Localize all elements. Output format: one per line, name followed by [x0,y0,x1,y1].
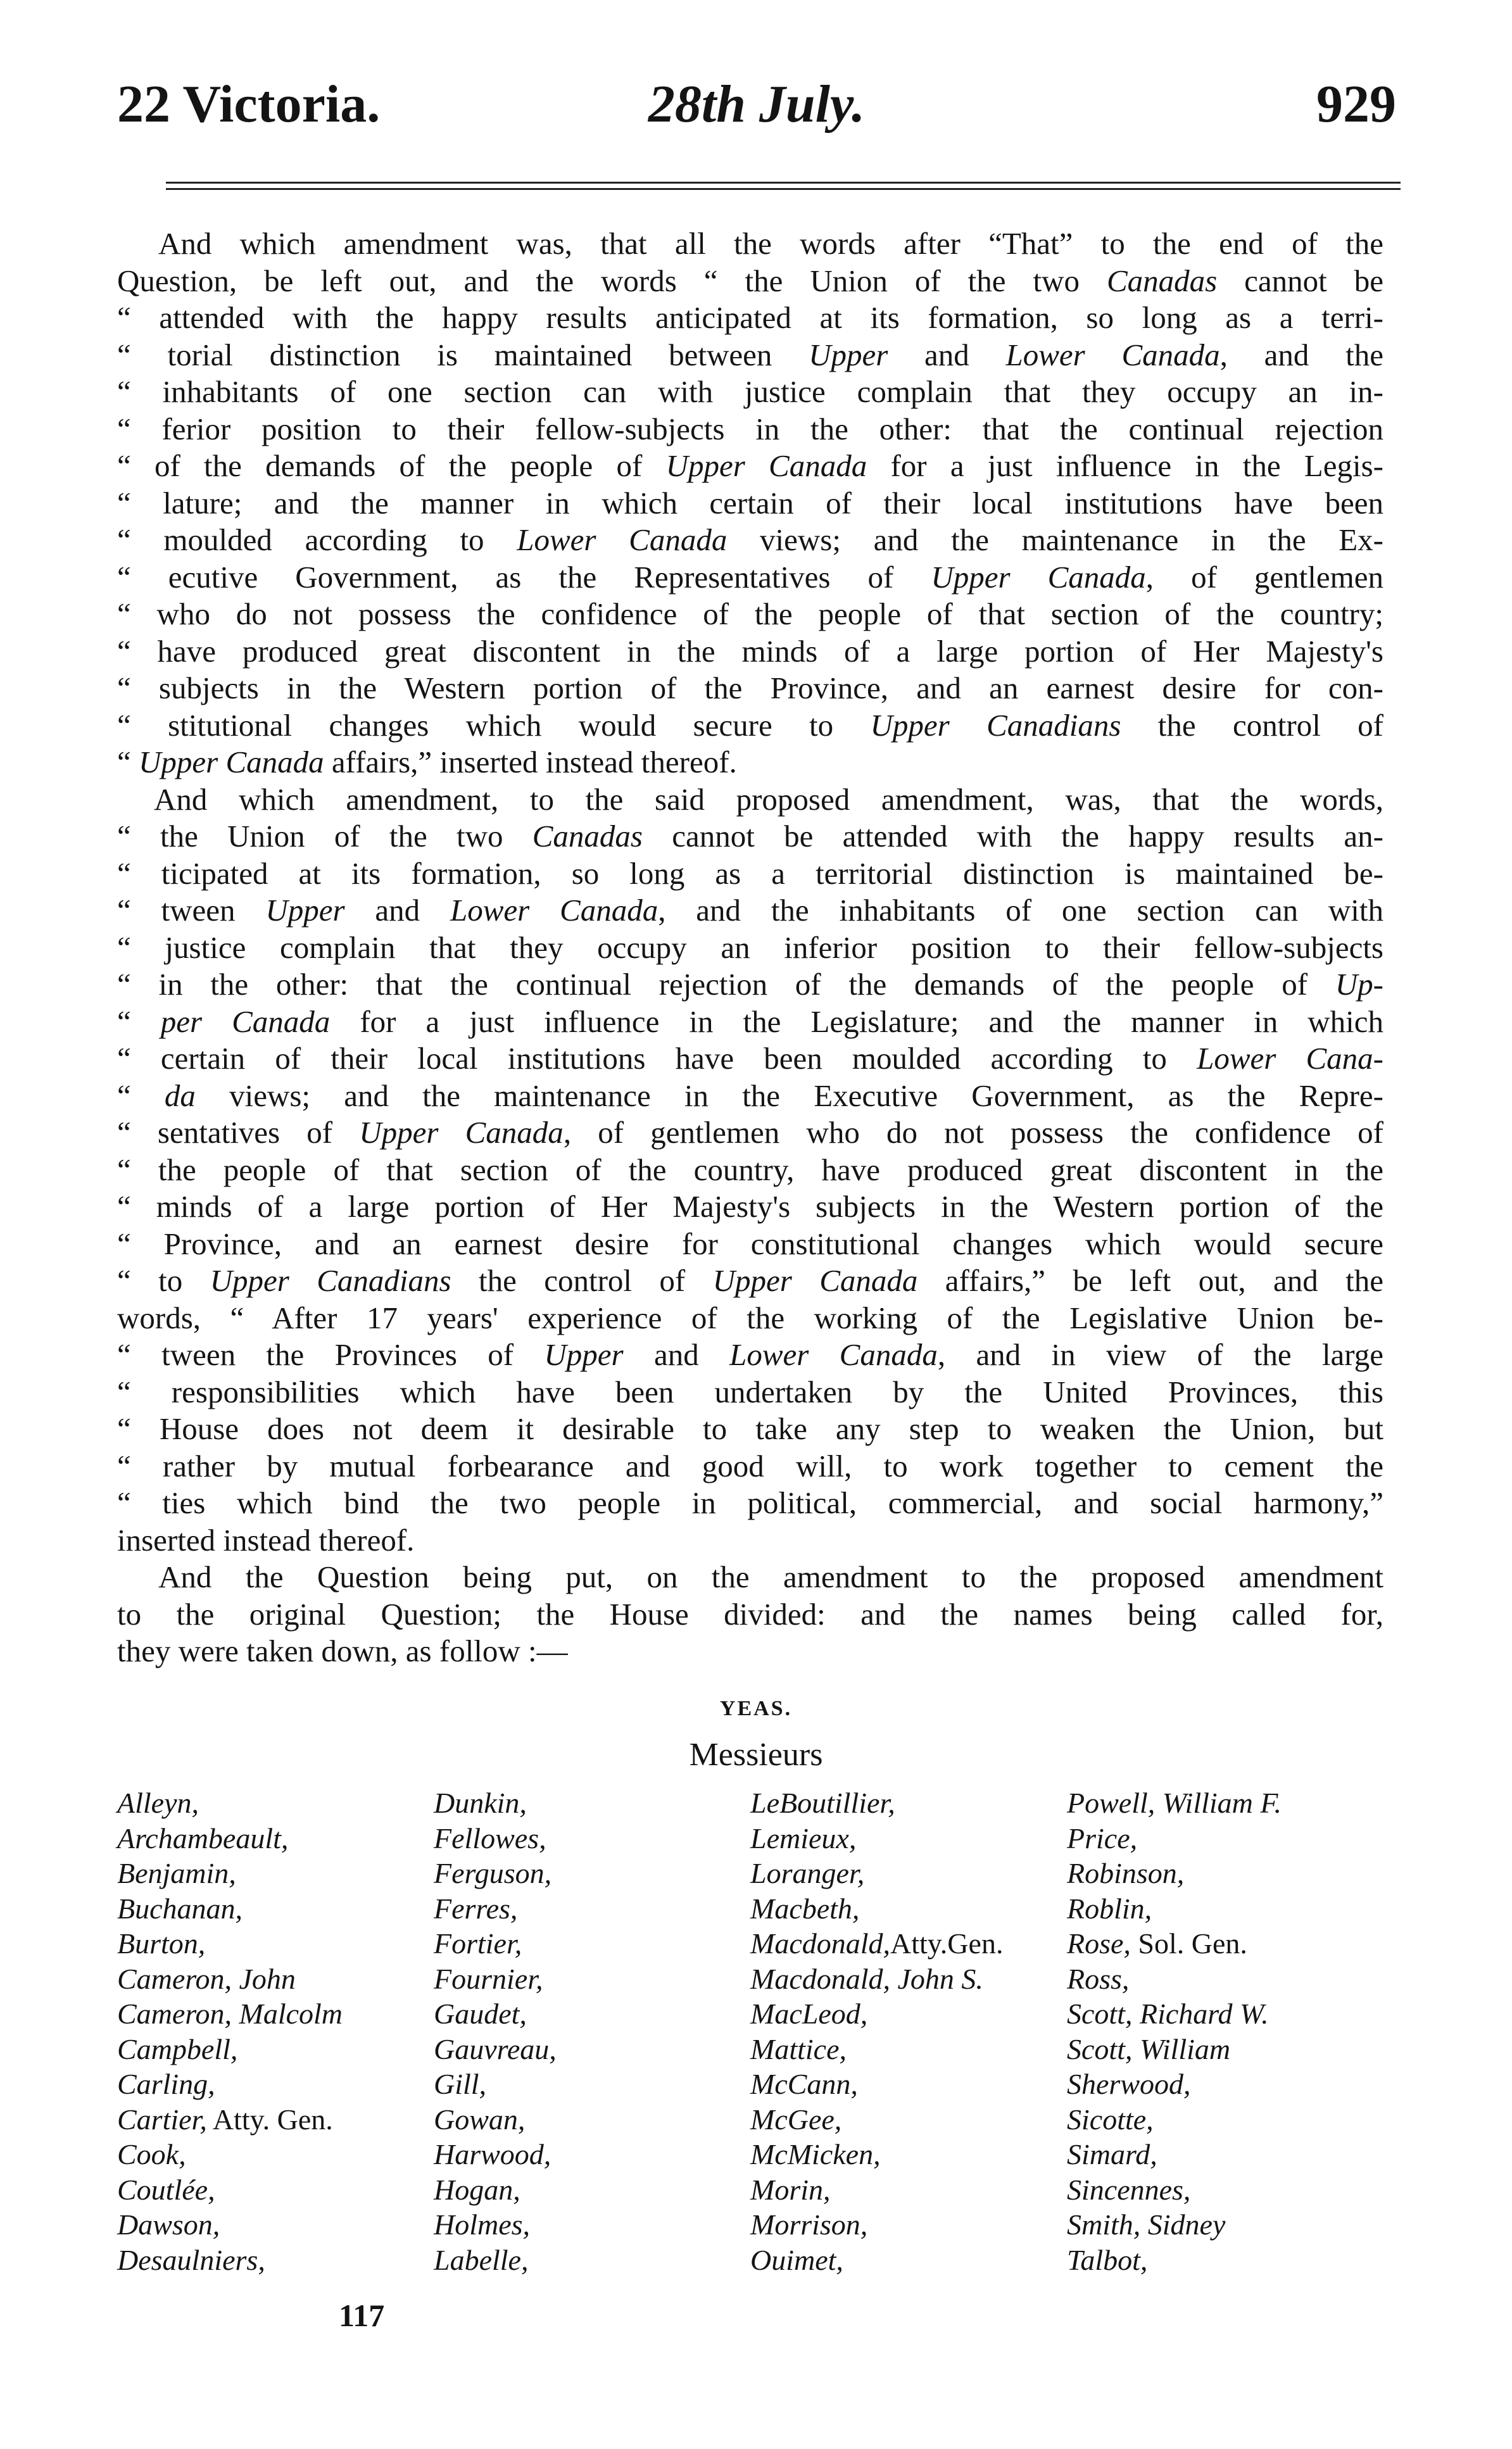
name-text: Roblin, [1067,1892,1152,1925]
name-text: Gaudet, [434,1998,527,2030]
italic-segment: Lower Canada [729,1337,938,1372]
member-name [1067,2243,1282,2278]
italic-segment: Lower Canada [517,522,728,557]
name-text: Sherwood, [1067,2068,1191,2100]
name-text: Burton, [117,1927,206,1960]
text-segment: inserted instead thereof. [117,1522,415,1558]
member-name [434,2067,557,2102]
name-text: Labelle, [434,2243,529,2276]
italic-segment: Upper [809,337,888,372]
member-name [1067,1961,1282,1997]
name-text: LeBoutillier, [750,1787,895,1819]
name-text: Sincennes, [1067,2173,1191,2206]
member-name [750,2243,1003,2278]
text-line [117,1004,1383,1041]
text-segment: “ moulded according to [117,522,517,557]
text-line [117,299,1383,337]
names-column-1 [117,1785,343,2277]
italic-segment: Lower Canada [1005,337,1220,372]
member-name [750,2102,1003,2137]
member-name [1067,2032,1282,2067]
text-line [117,670,1383,707]
member-name [434,1856,557,1891]
member-name [750,1926,1003,1961]
name-text: Harwood, [434,2138,551,2170]
member-name [434,2137,557,2172]
text-line [117,1078,1383,1115]
messieurs-heading: Messieurs [689,1737,823,1773]
name-text: Dawson, [117,2208,220,2241]
text-line [117,781,1383,819]
italic-segment: Upper [265,893,345,928]
names-column-3 [750,1785,1003,2277]
text-line [117,744,1383,781]
member-name [1067,1891,1282,1927]
italic-segment: per Canada [160,1004,331,1039]
text-line [117,1411,1383,1448]
name-text: Scott, Richard W. [1067,1998,1269,2030]
text-segment: “ ecutive Government, as the Representatives of [117,559,931,595]
name-text: Buchanan, [117,1892,243,1925]
text-segment: words, “ After 17 years' experience of the working of the Legislative Union be- [117,1300,1383,1335]
text-segment: “ to [117,1263,210,1298]
text-line [117,1262,1383,1300]
text-segment: affairs,” inserted instead thereof. [324,745,737,779]
member-name [117,1821,343,1856]
name-text: Loranger, [750,1857,865,1889]
name-text: Fournier, [434,1962,543,1995]
text-segment: “ lature; and the manner in which certain of their local institutions have been [117,485,1383,520]
text-segment: “ minds of a large portion of Her Majesty's subjects in the Western portion of the [117,1189,1383,1224]
text-segment: “ ties which bind the two people in political, commercial, and social harmony,” [117,1485,1383,1520]
italic-segment: Upper Canada [712,1263,918,1298]
text-segment: for a just influence in the Legislature; and the manner in which [330,1004,1383,1039]
text-line [117,1300,1383,1337]
text-segment: for a just influence in the Legis- [867,448,1383,483]
member-name [117,1996,343,2032]
text-line [117,818,1383,855]
text-line [117,1522,1383,1559]
text-segment: , and the inhabitants of one section can with [658,893,1384,928]
member-name [434,1996,557,2032]
text-segment: cannot be attended with the happy results an- [643,819,1383,853]
text-line [117,596,1383,633]
name-text: Archambeault, [117,1822,289,1854]
name-text: Desaulniers, [117,2243,265,2276]
text-segment: “ torial distinction is maintained between [117,337,809,372]
body-text [117,225,1383,1670]
text-line [117,633,1383,670]
member-name [1067,2067,1282,2102]
office-title: Atty.Gen. [890,1927,1004,1960]
text-line [117,1152,1383,1189]
name-text: Scott, William [1067,2032,1231,2065]
name-text: Cartier, [117,2103,207,2136]
text-segment: to the original Question; the House divided: and the names being called for, [117,1596,1383,1632]
member-name [750,1961,1003,1997]
member-name [750,1785,1003,1821]
italic-segment: Upper Canada [665,448,867,483]
member-name [434,1891,557,1927]
text-line [117,1040,1383,1078]
names-column-2 [434,1785,557,2277]
name-text: Cameron, Malcolm [117,1998,343,2030]
name-text: Hogan, [434,2173,520,2206]
text-segment: affairs,” be left out, and the [917,1263,1384,1298]
member-name [750,1821,1003,1856]
name-text: Price, [1067,1822,1138,1854]
name-text: Carling, [117,2068,215,2100]
member-name [434,2243,557,2278]
text-line [117,892,1383,929]
member-name [1067,1785,1282,1821]
text-segment: “ who do not possess the confidence of the people of that section of the country; [117,596,1383,631]
text-segment: “ ferior position to their fellow-subjects in the other: that the continual rejection [117,411,1383,446]
member-name [434,2032,557,2067]
name-text: MacLeod, [750,1998,868,2030]
office-title: Atty. Gen. [206,2103,333,2136]
member-name [117,1785,343,1821]
page-header [117,70,1396,139]
member-name [1067,2207,1282,2243]
italic-segment: Upper Canadians [210,1263,451,1298]
name-text: Talbot, [1067,2243,1148,2276]
member-name [117,2032,343,2067]
text-segment: “ sentatives of [117,1115,360,1150]
name-text: Ferres, [434,1892,518,1925]
name-text: Morin, [750,2173,831,2206]
text-segment: “ rather by mutual forbearance and good will, to work together to cement the [117,1448,1383,1483]
text-segment: “ House does not deem it desirable to take any step to weaken the Union, but [117,1411,1383,1446]
member-name [117,2207,343,2243]
name-text: Alleyn, [117,1787,199,1819]
member-name [434,1821,557,1856]
header-regnal-year: 22 Victoria. [117,75,381,134]
italic-segment: Up- [1335,967,1383,1002]
name-text: Macdonald, [750,1927,891,1960]
yeas-heading: YEAS. [719,1697,793,1720]
member-name [1067,1996,1282,2032]
name-text: Coutlée, [117,2173,215,2206]
member-name [434,2102,557,2137]
text-line [117,707,1383,745]
name-text: Morrison, [750,2208,868,2241]
italic-segment: Upper Canada [931,559,1146,595]
name-text: Sicotte, [1067,2103,1154,2136]
name-text: Rose, [1067,1927,1131,1960]
text-segment: “ [117,745,139,779]
text-segment: “ of the demands of the people of [117,448,666,483]
member-name [750,2067,1003,2102]
text-segment: the control of [451,1263,713,1298]
name-text: McMicken, [750,2138,881,2170]
text-segment: the control of [1121,707,1383,743]
member-name [750,1891,1003,1927]
text-segment: “ have produced great discontent in the minds of a large portion of Her Majesty's [117,633,1383,669]
name-text: Holmes, [434,2208,531,2241]
text-segment: “ the people of that section of the country, have produced great discontent in the [117,1152,1383,1187]
text-segment: Question, be left out, and the words “ the Union of the two [117,263,1107,298]
name-text: Dunkin, [434,1787,527,1819]
text-segment: “ [117,1078,165,1113]
name-text: Benjamin, [117,1857,236,1889]
text-segment: “ justice complain that they occupy an inferior position to their fellow-subjects [117,929,1383,965]
member-name [117,1961,343,1997]
text-line [117,448,1383,485]
member-name [434,1961,557,1997]
member-name [117,2102,343,2137]
text-line [117,1188,1383,1226]
header-date: 28th July. [648,75,866,134]
text-segment: “ [117,1004,161,1039]
name-text: Smith, Sidney [1067,2208,1226,2241]
name-text: Ross, [1067,1962,1130,1995]
name-text: Ferguson, [434,1857,552,1889]
text-segment: , and the [1219,337,1383,372]
member-name [117,2243,343,2278]
text-segment: and [344,893,450,928]
italic-segment: Canadas [532,819,643,853]
italic-segment: Upper Canada [139,745,324,779]
text-segment: “ subjects in the Western portion of the Province, and an earnest desire for con- [117,670,1383,705]
text-segment: “ inhabitants of one section can with justice complain that they occupy an in- [117,374,1383,409]
yeas-name-list [117,1785,1402,2276]
member-name [1067,1856,1282,1891]
member-name [117,2067,343,2102]
name-text: McGee, [750,2103,842,2136]
signature-mark: 117 [339,2298,385,2333]
member-name [117,1856,343,1891]
text-segment: “ the Union of the two [117,819,532,853]
text-segment: views; and the maintenance in the Executive Government, as the Repre- [195,1078,1383,1113]
text-line [117,1374,1383,1411]
text-segment: , of gentlemen [1145,559,1384,595]
text-line [117,225,1383,263]
text-line [117,1633,1383,1670]
header-rule-bottom [166,188,1401,190]
text-line [117,1596,1383,1634]
italic-segment: da [164,1078,196,1113]
text-line [117,522,1383,559]
text-line [117,1448,1383,1485]
header-rule-top [166,182,1401,184]
member-name [750,2032,1003,2067]
text-line [117,263,1383,300]
name-text: Fortier, [434,1927,522,1960]
member-name [434,1785,557,1821]
text-segment: “ attended with the happy results anticipated at its formation, so long as a terri- [117,300,1383,335]
text-line [117,1559,1383,1596]
member-name [750,1856,1003,1891]
member-name [117,2172,343,2208]
name-text: Lemieux, [750,1822,857,1854]
name-text: Macdonald, John S. [750,1962,983,1995]
text-line [117,1114,1383,1152]
name-text: Fellowes, [434,1822,546,1854]
member-name [117,1926,343,1961]
name-text: Gowan, [434,2103,526,2136]
text-line [117,1485,1383,1522]
text-segment: And which amendment was, that all the words after “That” to the end of the [158,226,1383,261]
text-segment: “ ticipated at its formation, so long as a territorial distinction is maintained be- [117,855,1383,891]
text-segment: “ tween the Provinces of [117,1337,545,1372]
office-title: Sol. Gen. [1130,1927,1247,1960]
text-segment: and [623,1337,730,1372]
text-line [117,966,1383,1004]
name-text: Macbeth, [750,1892,860,1925]
member-name [750,2172,1003,2208]
text-line [117,559,1383,596]
text-segment: “ certain of their local institutions have been moulded according to [117,1041,1197,1076]
names-column-4 [1067,1785,1282,2277]
name-text: Mattice, [750,2032,847,2065]
member-name [117,1891,343,1927]
text-segment: And the Question being put, on the amendment to the proposed amendment [158,1559,1383,1594]
member-name [750,2207,1003,2243]
name-text: Cameron, John [117,1962,296,1995]
text-segment: “ responsibilities which have been undertaken by the United Provinces, this [117,1374,1383,1409]
member-name [117,2137,343,2172]
text-segment: cannot be [1217,263,1384,298]
text-segment: , and in view of the large [937,1337,1383,1372]
member-name [1067,2102,1282,2137]
text-line [117,855,1383,893]
name-text: Simard, [1067,2138,1157,2170]
member-name [434,1926,557,1961]
text-line [117,411,1383,448]
name-text: Powell, William F. [1067,1787,1282,1819]
text-line [117,929,1383,967]
italic-segment: Upper Canadians [870,707,1121,743]
italic-segment: Lower Cana- [1197,1041,1383,1076]
text-line [117,485,1383,522]
text-segment: views; and the maintenance in the Ex- [727,522,1384,557]
text-line [117,1226,1383,1263]
member-name [434,2172,557,2208]
text-segment: And which amendment, to the said proposed amendment, was, that the words, [154,781,1383,817]
name-text: McCann, [750,2068,858,2100]
member-name [750,1996,1003,2032]
text-line [117,374,1383,411]
member-name [1067,1926,1282,1961]
member-name [434,2207,557,2243]
page-number: 929 [1316,75,1396,134]
italic-segment: Canadas [1106,263,1218,298]
text-segment: and [888,337,1006,372]
text-segment: “ in the other: that the continual rejection of the demands of the people of [117,967,1335,1002]
name-text: Ouimet, [750,2243,843,2276]
member-name [750,2137,1003,2172]
name-text: Robinson, [1067,1857,1185,1889]
text-segment: , of gentlemen who do not possess the confidence of [563,1115,1383,1150]
text-segment: they were taken down, as follow :— [117,1634,568,1668]
text-segment: “ tween [117,893,266,928]
italic-segment: Lower Canada [450,893,658,928]
text-line [117,337,1383,374]
name-text: Gauvreau, [434,2032,557,2065]
member-name [1067,1821,1282,1856]
member-name [1067,2137,1282,2172]
text-segment: “ stitutional changes which would secure to [117,707,871,743]
name-text: Campbell, [117,2032,238,2065]
member-name [1067,2172,1282,2208]
italic-segment: Upper [544,1337,624,1372]
name-text: Gill, [434,2068,487,2100]
text-segment: “ Province, and an earnest desire for constitutional changes which would secure [117,1226,1383,1261]
text-line [117,1337,1383,1374]
italic-segment: Upper Canada [359,1115,564,1150]
name-text: Cook, [117,2138,186,2170]
